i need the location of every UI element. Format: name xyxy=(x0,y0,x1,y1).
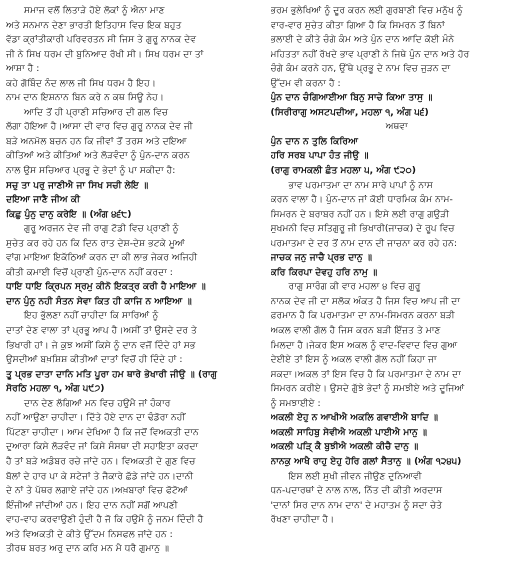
text-line: ਆਸ਼ਾ ਹੈ : xyxy=(6,63,40,75)
text-line: ਹੈ ਤਾਂ ਬੜੇ ਅਡੰਬਰ ਰਚੇ ਜਾਂਦੇ ਹਨ। ਵਿਅਕਤੀ ਦੇ ਗੁਣ ਵਿਚ xyxy=(6,455,196,467)
text-line: ਦੇ ਨਾਂ ਤੇ ਪੱਥਰ ਲਗਾਏ ਜਾਂਦੇ ਹਨ।ਅਖ਼ਬਾਰਾਂ ਵਿਚ ਫੋਟੋਆਂ xyxy=(6,485,188,497)
scripture-quote-line: ਅਕਲੀ ਏਹੁ ਨ ਆਖੀਐ ਅਕਲਿ ਗਵਾਈਐ ਬਾਦਿ ॥ xyxy=(270,412,439,424)
text-line: ਨਾਮ ਦਾਨ ਇਸ਼ਨਾਨ ਬਿਨ ਕਰੇ ਨ ਕਥ ਸਿਊ ਨੇਹ। xyxy=(6,92,164,104)
text-line: ਅਥਵਾ xyxy=(385,121,408,133)
text-line: ਸਮਾਜ ਵਲੋਂ ਲਿਤਾੜੇ ਹੋਏ ਲੋਕਾਂ ਨੂੰ ਐਨਾ ਮਾਣ xyxy=(24,5,165,16)
text-line: ਕੀਤੀ ਕਮਾਈ ਵਿਚੋਂ ਪ੍ਰਾਣੀ ਪੁੰਨ-ਦਾਨ ਨਹੀਂ ਕਰਦਾ : xyxy=(6,266,173,278)
text-line: ਨਾਲ ਉਸ ਸਚਿਆਰ ਪ੍ਰਭੂ ਦੇ ਭੇਦਾਂ ਨੂੰ ਪਾ ਸਕੀਦਾ ਹੈ: xyxy=(6,165,176,177)
text-line: ਪਰਮਾਤਮਾ ਦੇ ਦਰ ਤੋਂ ਨਾਮ ਦਾਨ ਦੀ ਜਾਚਨਾ ਕਰ ਰਹੇ ਹਨ: xyxy=(270,237,457,249)
text-line: ਆਦਿ ਤੋਂ ਹੀ ਪ੍ਰਾਣੀ ਸਚਿਆਰ ਦੀ ਗਲ ਵਿਚ xyxy=(24,106,169,118)
text-line: ਭਰਮ ਭੁਲੇਖਿਆਂ ਨੂੰ ਦੂਰ ਕਰਨ ਲਈ ਗੁਰਬਾਣੀ ਵਿਚ ਮਨੁੱਖ ਨੂੰ xyxy=(270,5,463,16)
text-line: ਜੀ ਨੇ ਸਿਖ ਧਰਮ ਦੀ ਬੁਨਿਆਦ ਰੱਖੀ ਸੀ। ਸਿਖ ਧਰਮ ਦਾ ਤਾਂ xyxy=(6,48,204,60)
scripture-quote-line: ਹਰਿ ਸਰਬ ਪਾਪਾ ਹੰਤ ਜੀਉ ॥ xyxy=(270,150,369,162)
scripture-quote-line: ਦਾਨ ਪੁੰਨੁ ਨਹੀ ਸੰਤਨ ਸੇਵਾ ਕਿਤ ਹੀ ਕਾਜਿ ਨ ਆਇਆ ॥ xyxy=(6,295,192,307)
text-line: ਵਾਹ-ਵਾਹ ਕਰਵਾਉਣੀ ਹੁੰਦੀ ਹੈ ਜੋ ਕਿ ਹਉਮੈ ਨੂੰ ਜਨਮ ਦਿੰਦੀ ਹੈ xyxy=(6,514,204,526)
text-line: ਦਾਤਾਂ ਦੇਣ ਵਾਲਾ ਤਾਂ ਪ੍ਰਭੂ ਆਪ ਹੈ।ਅਸੀਂ ਤਾਂ ਉਸਦੇ ਦਰ ਤੇ xyxy=(6,325,197,337)
text-line: ਮਹਿਤਤਾ ਨਹੀਂ ਰੱਖਦੇ ਭਾਵ ਪ੍ਰਾਣੀ ਨੇ ਜਿਥੇ ਪੁੰਨ ਦਾਨ ਅਤੇ ਹੋਰ xyxy=(270,48,470,60)
text-line: ਮਿਲਦਾ ਹੈ।ਜੇਕਰ ਇਸ ਅਕਲ ਨੂੰ ਵਾਦ-ਵਿਵਾਦ ਵਿਚ ਗੁਆ xyxy=(270,339,458,351)
text-line: ਸਕਦਾ।ਅਕਲ ਤਾਂ ਇਸ ਵਿਚ ਹੈ ਕਿ ਪਰਮਾਤਮਾ ਦੇ ਨਾਮ ਦਾ xyxy=(270,368,461,380)
text-line: 'ਦਾਨਾਂ ਸਿਰ ਦਾਨ ਨਾਮ ਦਾਨ' ਦੇ ਮਹਾਤਮ ਨੂੰ ਸਦਾ ਚੇਤੇ xyxy=(270,499,443,511)
scripture-quote-line: ਅਕਲੀ ਸਾਹਿਬੁ ਸੇਵੀਐ ਅਕਲੀ ਪਾਈਐ ਮਾਨੁ ॥ xyxy=(270,426,428,438)
right-text-column xyxy=(271,4,524,561)
text-line: ਲੱਗਾ ਹੋਇਆ ਹੈ।ਆਸਾ ਦੀ ਵਾਰ ਵਿਚ ਗੁਰੂ ਨਾਨਕ ਦੇਵ ਜੀ xyxy=(6,121,193,133)
scripture-quote-line: ਤੂ ਪ੍ਰਭ ਦਾਤਾ ਦਾਨਿ ਮਤਿ ਪੂਰਾ ਹਮ ਥਾਰੇ ਭੇਖਾਰੀ ਜੀਉ ॥ (ਰਾਗੁ xyxy=(6,368,217,380)
scripture-quote-line: ਨਾਨਕੁ ਆਖੈ ਰਾਹੁ ਏਹੁ ਹੋਰਿ ਗਲਾਂ ਸੈਤਾਨੁ ॥ (ਅੰਗ ੧੨੪੫) xyxy=(270,455,462,467)
scripture-quote-line: ਪੁੰਨ ਦਾਨ ਨ ਤੁਲਿ ਕਿਰਿਆ xyxy=(270,135,359,147)
text-line: ਰੱਖਣਾ ਚਾਹੀਦਾ ਹੈ। xyxy=(270,514,335,526)
text-line: ਫ਼ਰਮਾਨ ਹੈ ਕਿ ਪਰਮਾਤਮਾ ਦਾ ਨਾਮ-ਸਿਮਰਨ ਕਰਨਾ ਬੜੀ xyxy=(270,310,455,322)
text-line: ਇਹ ਭੁੱਲਣਾ ਨਹੀਂ ਚਾਹੀਦਾ ਕਿ ਸਾਰਿਆਂ ਨੂੰ xyxy=(24,310,159,322)
text-line: ਭਲਾਈ ਦੇ ਕੀਤੇ ਚੰਗੇ ਕੰਮ ਅਤੇ ਪੁੰਨ ਦਾਨ ਆਦਿ ਕੋਈ ਮੰਨੇ xyxy=(270,34,455,46)
text-line: ਕਹੇ ਗੋਬਿੰਦ ਨੰਦ ਲਾਲ ਜੀ ਸਿਖ ਧਰਮ ਹੈ ਇਹ। xyxy=(6,77,156,89)
text-line: ਭਿਖਾਰੀ ਹਾਂ। ਜੇ ਕੁਝ ਅਸੀਂ ਕਿਸੇ ਨੂੰ ਦਾਨ ਵਜੋਂ ਦਿੰਦੇ ਹਾਂ ਸਭ xyxy=(6,339,196,351)
text-line: ਸੁਚੇਤ ਕਰ ਰਹੇ ਹਨ ਕਿ ਦਿਨ ਰਾਤ ਦੇਸ਼-ਦੇਸ਼ ਭਟਕੇ ਮੂਆਂ xyxy=(6,237,185,249)
scripture-quote-line: ਦਇਆ ਜਾਣੈ ਜੀਅ ਕੀ xyxy=(6,194,80,206)
text-line: ਭਾਵ ਪਰਮਾਤਮਾ ਦਾ ਨਾਮ ਸਾਰੇ ਪਾਪਾਂ ਨੂੰ ਨਾਸ xyxy=(288,179,433,191)
text-line: ਸਿਮਰਨ ਦੇ ਬਰਾਬਰ ਨਹੀਂ ਹਨ। ਇਸੇ ਲਈ ਰਾਗੁ ਗਉੜੀ xyxy=(270,208,450,220)
text-line: ਬੋਲਾਂ ਦੇ ਹਾਰ ਪਾ ਕੇ ਸਟੇਜਾਂ ਤੇ ਜੈਕਾਰੇ ਛੱਡੇ ਜਾਂਦੇ ਹਨ।ਦਾਨੀ xyxy=(6,470,194,482)
text-line: ਬੜੇ ਅਨਮੋਲ ਬਚਨ ਹਨ ਕਿ ਜੀਵਾਂ ਤੋਂ ਤਰਸ ਅਤੇ ਦਇਆ xyxy=(6,135,187,147)
scripture-quote-line: ਧਾਇ ਧਾਇ ਕ੍ਰਿਪਨ ਸ੍ਰਮੁ ਕੀਨੋ ਇਕਤ੍ਰ ਕਰੀ ਹੈ ਮਾਇਆ ॥ xyxy=(6,281,206,293)
text-line: ਨਾਨਕ ਦੇਵ ਜੀ ਦਾ ਸਲੋਕ ਅੰਕਤ ਹੈ ਜਿਸ ਵਿਚ ਆਪ ਜੀ ਦਾ xyxy=(270,295,460,307)
text-line: ਅਤੇ ਸਨਮਾਨ ਦੇਣਾ ਭਾਰਤੀ ਇਤਿਹਾਸ ਵਿਚ ਇਕ ਬਹੁਤ xyxy=(6,19,182,31)
text-line: ਦਾਨ ਦੇਣ ਲੱਗਿਆਂ ਮਨ ਵਿਚ ਹਉਮੈ ਜਾਂ ਹੰਕਾਰ xyxy=(24,397,171,409)
text-line: ਕਰਨ ਵਾਲਾ ਹੈ। ਪੁੰਨ-ਦਾਨ ਜਾਂ ਕੋਈ ਧਾਰਮਿਕ ਕੰਮ ਨਾਮ- xyxy=(270,194,453,206)
text-line: ਵੱਡਾ ਕ੍ਰਾਂਤੀਕਾਰੀ ਪਰਿਵਰਤਨ ਸੀ ਜਿਸ ਤੇ ਗੁਰੂ ਨਾਨਕ ਦੇਵ xyxy=(6,34,197,46)
scripture-quote-line: ਅਕਲੀ ਪੜਿ੍ ਕੈ ਬੁਝੀਐ ਅਕਲੀ ਕੀਚੈ ਦਾਨੁ ॥ xyxy=(270,441,419,453)
text-line: ਅਕਲ ਵਾਲੀ ਗੱਲ ਹੈ ਜਿਸ ਕਰਨ ਬੜੀ ਇੱਜ਼ਤ ਤੇ ਮਾਣ xyxy=(270,325,441,337)
scripture-quote-line: ਸੋਰਠਿ ਮਹਲਾ ੧, ਅੰਗ ੫੯੭) xyxy=(6,383,105,395)
text-line: ਵਾਂਗ ਮਾਇਆ ਇਕੱਠਿਆਂ ਕਰਨ ਦਾ ਕੀ ਲਾਭ ਜੇਕਰ ਅਜਿਹੀ xyxy=(6,252,198,264)
text-line: ਦੇਈਏ ਤਾਂ ਇਸ ਨੂੰ ਅਕਲ ਵਾਲੀ ਗੱਲ ਨਹੀਂ ਕਿਹਾ ਜਾ xyxy=(270,354,437,366)
text-line: ਰਾਗੁ ਸਾਰੰਗ ਕੀ ਵਾਰ ਮਹਲਾ ੪ ਵਿਚ ਗੁਰੂ xyxy=(288,281,421,293)
text-line: ਕੀਤਿਆਂ ਅਤੇ ਕੀਤਿਆਂ ਅਤੇ ਲੋੜਵੰਦਾ ਨੂੰ ਪੁੰਨ-ਦਾਨ ਕਰਨ xyxy=(6,150,190,162)
text-line: ਅਤੇ ਵਿਅਕਤੀ ਦੇ ਕੀਤੇ ਉੱਦਮ ਨਿਸਫਲ ਜਾਂਦੇ ਹਨ : xyxy=(6,528,173,540)
text-line: ਗੁਰੂ ਅਰਜਨ ਦੇਵ ਜੀ ਰਾਗੁ ਟੋਡੀ ਵਿਚ ਪ੍ਰਾਣੀ ਨੂੰ xyxy=(24,223,179,235)
text-line: ਵਾਰ-ਵਾਰ ਸੁਚੇਤ ਕੀਤਾ ਗਿਆ ਹੈ ਕਿ ਸਿਮਰਨ ਤੋਂ ਬਿਨਾਂ xyxy=(270,19,445,31)
scripture-quote-line: ਪੁੰਨ ਦਾਨ ਚੰਗਿਆਈਆ ਬਿਨੁ ਸਾਚੇ ਕਿਆ ਤਾਸੁ ॥ xyxy=(270,92,433,104)
left-text-column xyxy=(6,4,259,561)
text-line: ਚੰਗੇ ਕੰਮ ਕਰਨੇ ਹਨ, ਉੱਥੇ ਪ੍ਰਭੂ ਦੇ ਨਾਮ ਵਿਚ ਜੁੜਨ ਦਾ xyxy=(270,63,451,75)
text-line: ਸੁਖਮਨੀ ਵਿਚ ਸਤਿਗੁਰੂ ਜੀ ਭਿਖਾਰੀ(ਜਾਚਕ) ਦੇ ਰੂਪ ਵਿਚ xyxy=(270,223,455,235)
scripture-quote-line: ਜਾਚਕ ਜਨੁ ਜਾਚੈ ਪ੍ਰਭ ਦਾਨੁ ॥ xyxy=(270,252,373,264)
scripture-quote-line: (ਰਾਗੁ ਰਾਮਕਲੀ ਛੰਤ ਮਹਲਾ ੫, ਅੰਗ ੯੨੦) xyxy=(270,165,416,177)
scripture-quote-line: ਕਰਿ ਕਿਰਪਾ ਦੇਵਹੁ ਹਰਿ ਨਾਮੁ ॥ xyxy=(270,266,378,278)
scripture-quote-line: (ਸਿਰੀਰਾਗੁ ਅਸਟਪਦੀਆ, ਮਹਲਾ ੧, ਅੰਗ ੫੬) xyxy=(270,106,429,118)
text-line: ਤੀਰਥ ਬਰਤ ਅਰੁ ਦਾਨ ਕਰਿ ਮਨ ਮੈ ਧਰੈ ਗੁਮਾਨੁ ॥ xyxy=(6,543,170,555)
text-line: ਦੁਆਰਾ ਕਿਸੇ ਲੋੜਵੰਦ ਜਾਂ ਕਿਸੇ ਸੰਸਥਾ ਦੀ ਸਹਾਇਤਾ ਕਰਦਾ xyxy=(6,441,199,453)
text-line: ਧਨ-ਪਦਾਰਥਾਂ ਦੇ ਨਾਲ ਨਾਲ, ਨਿੱਤ ਦੀ ਕੀਤੀ ਅਰਦਾਸ xyxy=(270,485,443,497)
scripture-quote-line: ਸਚੁ ਤਾ ਪਰੁ ਜਾਣੀਐ ਜਾ ਸਿਖ ਸਚੀ ਲੇਇ ॥ xyxy=(6,179,149,191)
text-line: ਉਸਦੀਆਂ ਬਖ਼ਸ਼ਿਸ਼ ਕੀਤੀਆਂ ਦਾਤਾਂ ਵਿਚੋਂ ਹੀ ਦਿੰਦੇ ਹਾਂ : xyxy=(6,354,183,366)
text-line: ਇਸ ਲਈ ਸੁਖੀ ਜੀਵਨ ਜੀਉਣ ਦੁਨਿਆਵੀ xyxy=(288,470,422,482)
text-line: ਉੱਦਮ ਵੀ ਕਰਨਾ ਹੈ : xyxy=(270,77,341,89)
text-line: ਨਹੀਂ ਆਉਣਾ ਚਾਹੀਦਾ। ਦਿੱਤੇ ਹੋਏ ਦਾਨ ਦਾ ਢੰਡੋਰਾ ਨਹੀਂ xyxy=(6,412,186,424)
scripture-quote-line: ਕਿਛੁ ਪੁੰਨੁ ਦਾਨੁ ਕਰੇਇ ॥ (ਅੰਗ ੪੬੮) xyxy=(6,208,132,220)
text-line: ਸਿਮਰਨ ਕਰੀਏ। ਉਸਦੇ ਗੁੱਝੇ ਭੇਦਾਂ ਨੂੰ ਸਮਝੀਏ ਅਤੇ ਦੂਜਿਆਂ xyxy=(270,383,465,395)
text-line: ਪਿੱਟਣਾ ਚਾਹੀਦਾ। ਆਮ ਦੇਖਿਆ ਹੈ ਕਿ ਜਦੋਂ ਵਿਅਕਤੀ ਦਾਨ xyxy=(6,426,199,438)
text-line: ਇੰਜੀਆਂ ਜਾਂਦੀਆਂ ਹਨ। ਇਹ ਦਾਨ ਨਹੀਂ ਸਗੋਂ ਆਪਣੀ xyxy=(6,499,178,511)
text-line: ਨੂੰ ਸਮਝਾਈਏ : xyxy=(270,397,321,409)
